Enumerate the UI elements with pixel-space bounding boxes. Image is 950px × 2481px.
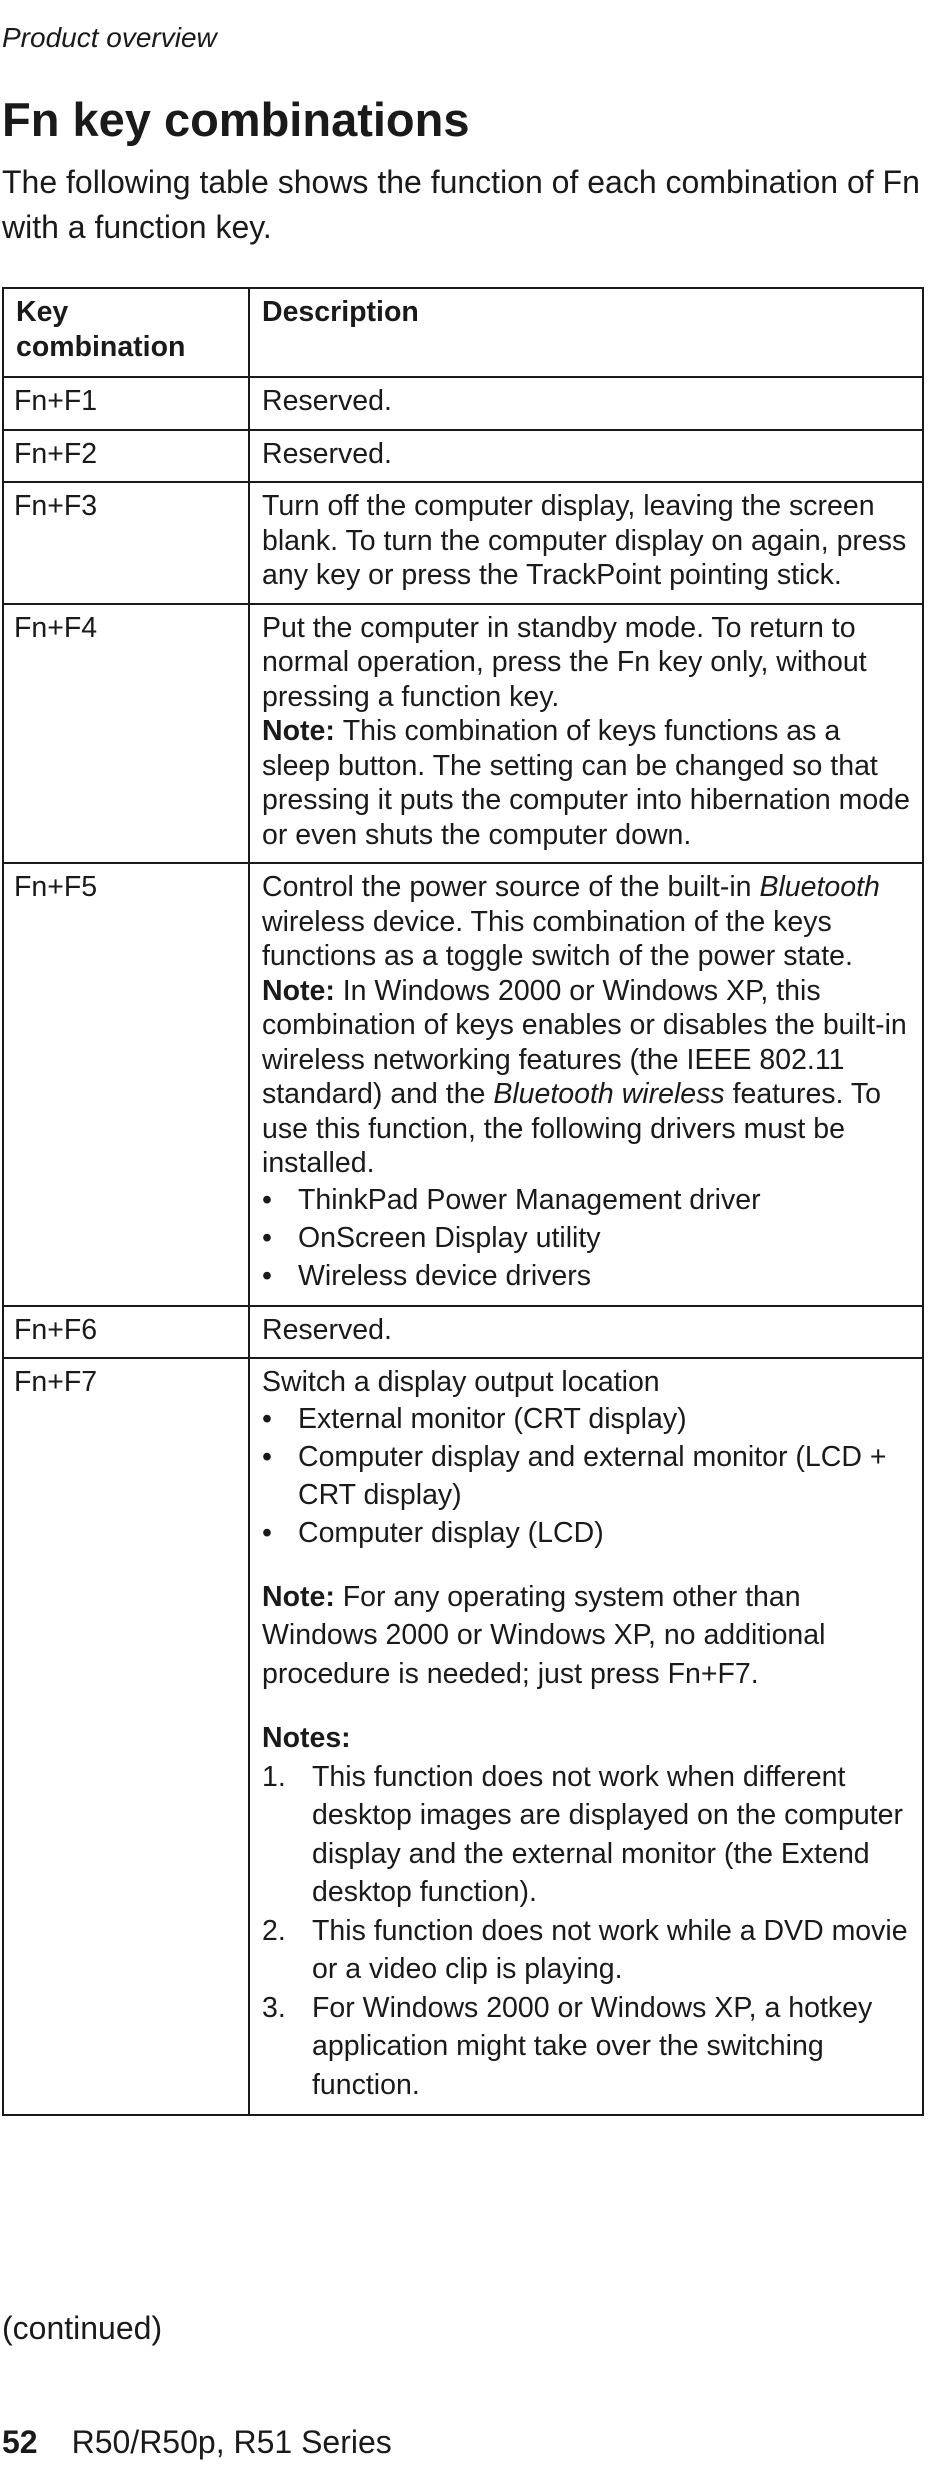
description-pre: Control the power source of the built-in (262, 871, 752, 903)
note-post: features. To use this function, the following drivers must be installed. (262, 1078, 881, 1179)
description-text (262, 870, 910, 974)
note-text: For any operating system other than Windows 2000 or Windows XP, no additional procedure is needed; just press Fn+F7. (262, 1580, 826, 1690)
fn-key-table (2, 287, 924, 2116)
table-header-row (3, 288, 923, 377)
table-row (3, 430, 923, 483)
bullet-icon: • (262, 1402, 272, 1435)
intro-paragraph: The following table shows the function of each combination of Fn with a function key. (2, 164, 920, 245)
note-text: This combination of keys functions as a sleep button. The setting can be changed so that pressing it puts the computer into hibernation mode or even shuts the computer down. (262, 715, 910, 851)
table-row (3, 604, 923, 864)
row-key: Fn+F4 (3, 604, 249, 864)
bullet-icon: • (262, 1259, 272, 1292)
row-key: Fn+F6 (3, 1306, 249, 1359)
list-number: 1. (262, 1760, 286, 1793)
list-item (262, 1912, 910, 1989)
list-item (262, 1438, 910, 1514)
running-head: Product overview (2, 22, 217, 53)
list-number: 3. (262, 1991, 286, 2024)
bullet-icon: • (262, 1221, 272, 1254)
list-item-text: ThinkPad Power Management driver (298, 1183, 761, 1216)
description-text: Put the computer in standby mode. To return to normal operation, press the Fn key only, without pressing a function key. (262, 611, 867, 713)
list-number: 2. (262, 1914, 286, 1947)
note (262, 974, 910, 1181)
list-item (262, 1219, 910, 1257)
bluetooth-term: Bluetooth (759, 871, 880, 903)
product-name: R50/R50p, R51 Series (71, 2424, 392, 2460)
row-description: Reserved. (249, 1306, 923, 1359)
display-output-list (262, 1400, 910, 1552)
table-row (3, 863, 923, 1306)
note (262, 1578, 910, 1694)
header-key-combination (3, 288, 249, 377)
row-key: Fn+F1 (3, 377, 249, 430)
list-item (262, 1257, 910, 1295)
page-title: Fn key combinations (2, 93, 470, 146)
notes-label: Notes: (262, 1722, 351, 1754)
row-description (249, 1358, 923, 2115)
row-description: Turn off the computer display, leaving the screen blank. To turn the computer display on again, press any key or press the TrackPoint pointing stick. (249, 482, 923, 604)
list-item-text: External monitor (CRT display) (298, 1402, 687, 1435)
note-label: Note: (262, 1580, 335, 1613)
list-item-text: Computer display (LCD) (298, 1516, 604, 1549)
row-description: Reserved. (249, 430, 923, 483)
bluetooth-wireless-term: Bluetooth wireless (493, 1078, 725, 1110)
row-key: Fn+F2 (3, 430, 249, 483)
list-item-text: Wireless device drivers (298, 1259, 591, 1292)
table-row (3, 377, 923, 430)
description-text: Switch a display output location (262, 1366, 660, 1398)
header-key-line-1: Key (16, 296, 69, 328)
row-description: Reserved. (249, 377, 923, 430)
row-key: Fn+F5 (3, 863, 249, 1306)
note (262, 714, 910, 852)
list-item-text: This function does not work while a DVD movie or a video clip is playing. (312, 1914, 908, 1985)
row-description (249, 604, 923, 864)
page-number: 52 (2, 2424, 38, 2460)
row-key: Fn+F7 (3, 1358, 249, 2115)
list-item (262, 1181, 910, 1219)
list-item (262, 1400, 910, 1438)
list-item (262, 1989, 910, 2105)
list-item (262, 1514, 910, 1552)
row-key: Fn+F3 (3, 482, 249, 604)
list-item (262, 1758, 910, 1912)
bullet-icon: • (262, 1516, 272, 1549)
table-row (3, 1306, 923, 1359)
note-label: Note: (262, 974, 335, 1007)
table-row (3, 1358, 923, 2115)
list-item-text: OnScreen Display utility (298, 1221, 601, 1254)
list-item-text: For Windows 2000 or Windows XP, a hotkey application might take over the switching function. (312, 1991, 873, 2101)
list-item-text: Computer display and external monitor (LCD + CRT display) (298, 1440, 887, 1511)
header-key-line-2: combination (16, 330, 186, 363)
page-footer (2, 2424, 392, 2461)
row-description (249, 863, 923, 1306)
header-description: Description (249, 288, 923, 377)
description-post: wireless device. This combination of the keys functions as a toggle switch of the power state. (262, 905, 853, 972)
bullet-icon: • (262, 1183, 272, 1216)
note-label: Note: (262, 715, 335, 747)
table-row (3, 482, 923, 604)
continued-label: (continued) (2, 2310, 163, 2346)
driver-list (262, 1181, 910, 1295)
note-pre: In Windows 2000 or Windows XP, this combination of keys enables or disables the built-in wireless networking features (the IEEE 802.11 standard) and the (262, 974, 907, 1110)
notes-list (262, 1758, 910, 2105)
bullet-icon: • (262, 1440, 272, 1473)
list-item-text: This function does not work when different desktop images are displayed on the computer display and the external monitor (the Extend desktop function). (312, 1760, 903, 1908)
